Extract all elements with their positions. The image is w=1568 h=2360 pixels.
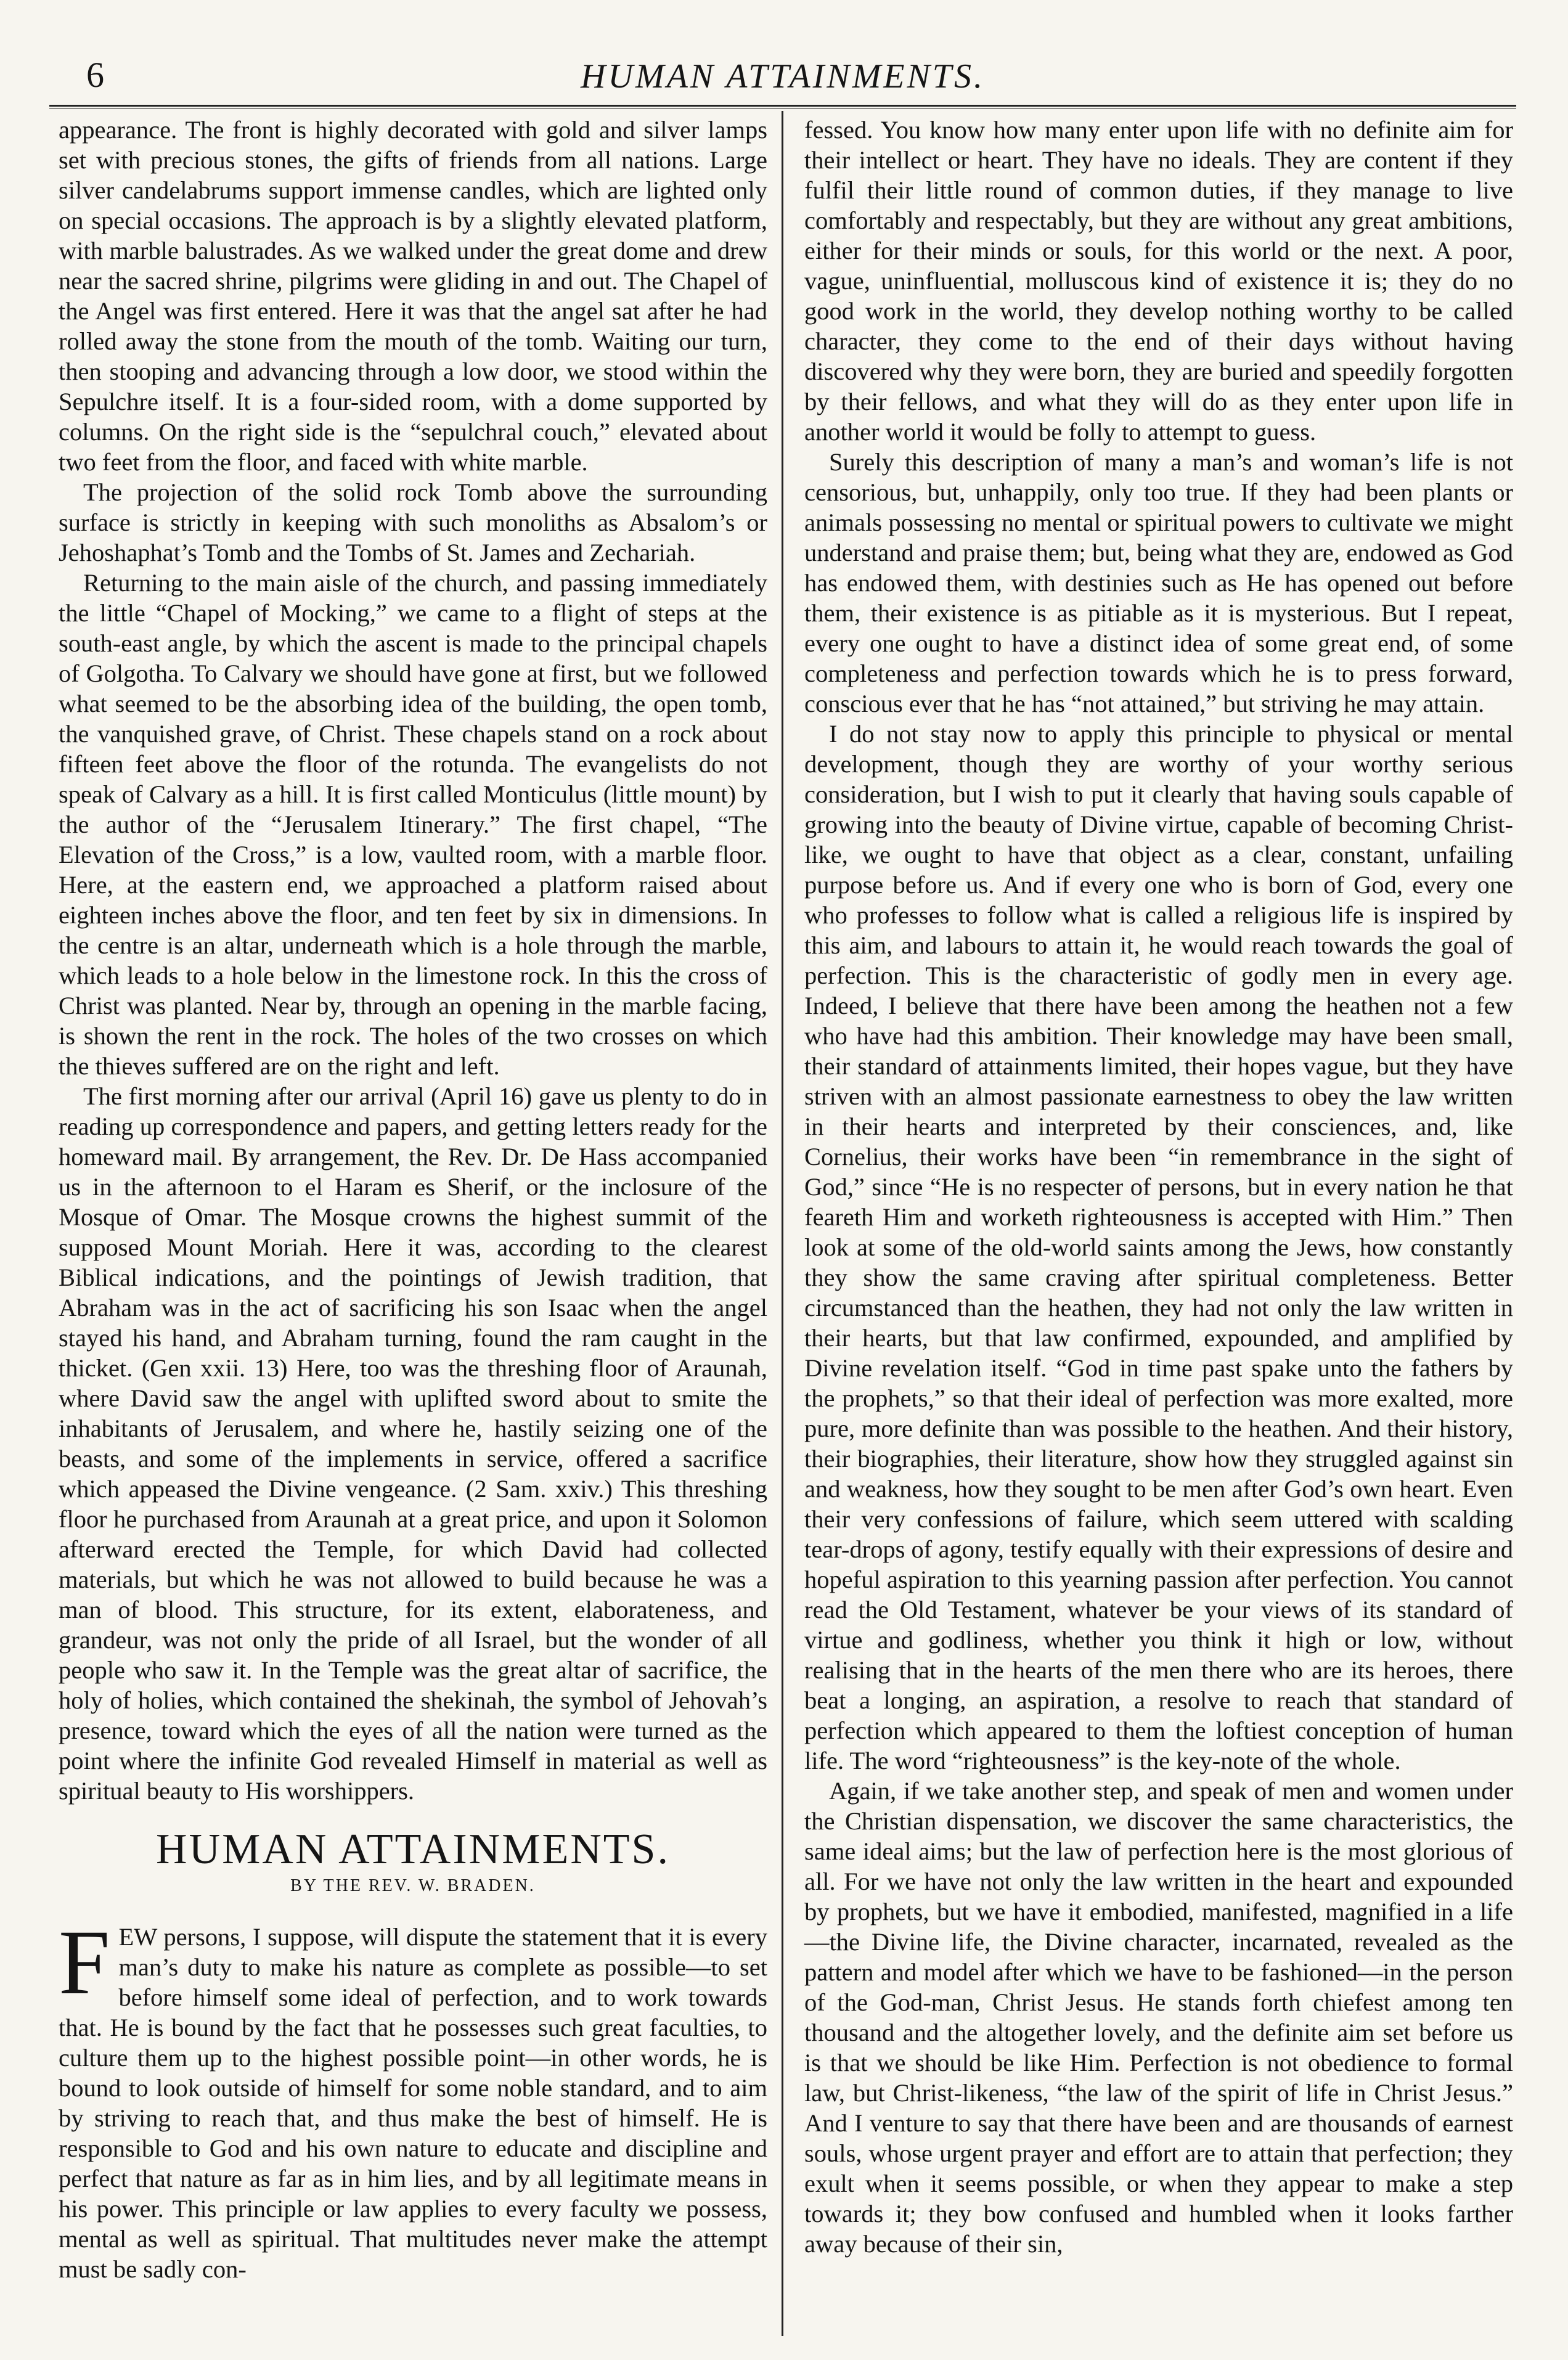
- left-paragraph: Returning to the main aisle of the church, and passing immediately the little “Chapel of Mocking,” we came to a flight of steps at the south-east angle, by which the ascent is made to the principal chapels of Golgotha. To Calvary we should have gone at first, but we followed what seemed to be the absorbing idea of the building, the open tomb, the vanquished grave, of Christ. These chapels stand on a rock about fifteen feet above the floor of the rotunda. The evangelists do not speak of Calvary as a hill. It is first called Monticulus (little mount) by the author of the “Jerusalem Itinerary.” The first chapel, “The Elevation of the Cross,” is a low, vaulted room, with a marble floor. Here, at the eastern end, we approached a platform raised about eighteen inches above the floor, and ten feet by six in dimensions. In the centre is an altar, underneath which is a hole through the marble, which leads to a hole below in the limestone rock. In this the cross of Christ was planted. Near by, through an opening in the marble facing, is shown the rent in the rock. The holes of the two crosses on which the thieves suffered are on the right and left.: [59, 569, 767, 1080]
- column-divider: [782, 111, 783, 2336]
- right-paragraph: Again, if we take another step, and speak of men and women under the Christian dispensation, we discover the same characteristics, the same ideal aims; but the law of perfection here is the most glorious of all. For we have not only the law written in the heart and expounded by prophets, but we have it embodied, manifested, magnified in a life—the Divine life, the Divine character, incarnated, revealed as the pattern and model after which we have to be fashioned—in the person of the God-man, Christ Jesus. He stands forth chiefest among ten thousand and the altogether lovely, and the definite aim set before us is that we should be like Him. Perfection is not obedience to formal law, but Christ-likeness, “the law of the spirit of life in Christ Jesus.” And I venture to say that there have been and are thousands of earnest souls, whose urgent prayer and effort are to attain that perfection; they exult when it seems possible, or when they appear to make a step towards it; they bow confused and humbled when it looks farther away because of their sin,: [804, 1777, 1513, 2258]
- left-paragraph: appearance. The front is highly decorated with gold and silver lamps set with precious stones, the gifts of friends from all nations. Large silver candelabrums support immense candles, which are lighted only on special occasions. The approach is by a slightly elevated platform, with marble balustrades. As we walked under the great dome and drew near the sacred shrine, pilgrims were gliding in and out. The Chapel of the Angel was first entered. Here it was that the angel sat after he had rolled away the stone from the mouth of the tomb. Waiting our turn, then stooping and advancing through a low door, we stood within the Sepulchre itself. It is a four-sided room, with a dome supported by columns. On the right side is the “sepulchral couch,” elevated about two feet from the floor, and faced with white marble.: [59, 116, 767, 476]
- article-byline: BY THE REV. W. BRADEN.: [290, 1876, 536, 1895]
- left-paragraph: The projection of the solid rock Tomb above the surrounding surface is strictly in keeping with such monoliths as Absalom’s or Jehoshaphat’s Tomb and the Tombs of St. James and Zechariah.: [59, 478, 767, 566]
- article-first-paragraph: [59, 1911, 767, 2284]
- drop-cap: F: [59, 1911, 110, 2014]
- left-paragraph: The first morning after our arrival (April 16) gave us plenty to do in reading up correspondence and papers, and getting letters ready for the homeward mail. By arrangement, the Rev. Dr. De Hass accompanied us in the afternoon to el Haram es Sherif, or the inclosure of the Mosque of Omar. The Mosque crowns the highest summit of the supposed Mount Moriah. Here it was, according to the clearest Biblical indications, and the pointings of Jewish tradition, that Abraham was in the act of sacrificing his son Isaac when the angel stayed his hand, and Abraham turning, found the ram caught in the thicket. (Gen xxii. 13) Here, too was the threshing floor of Araunah, where David saw the angel with uplifted sword about to smite the inhabitants of Jerusalem, and where he, hastily seizing one of the beasts, and some of the implements in service, offered a sacrifice which appeased the Divine vengeance. (2 Sam. xxiv.) This threshing floor he purchased from Araunah at a great price, and upon it Solomon afterward erected the Temple, for which David had collected materials, but which he was not allowed to build because he was a man of blood. This structure, for its extent, elaborateness, and grandeur, was not only the pride of all Israel, but the wonder of all people who saw it. In the Temple was the great altar of sacrifice, the holy of holies, which contained the shekinah, the symbol of Jehovah’s presence, toward which the eyes of all the nation were turned as the point where the infinite God revealed Himself in material as well as spiritual beauty to His worshippers.: [59, 1082, 767, 1805]
- right-paragraph: I do not stay now to apply this principle to physical or mental development, though they are worthy of your worthy serious consideration, but I wish to put it clearly that having souls capable of growing into the beauty of Divine virtue, capable of becoming Christ-like, we ought to have that object as a clear, constant, unfailing purpose before us. And if every one who is born of God, every one who professes to follow what is called a religious life is inspired by this aim, and labours to attain it, he would reach towards the goal of perfection. This is the characteristic of godly men in every age. Indeed, I believe that there have been among the heathen not a few who have had this ambition. Their knowledge may have been small, their standard of attainments limited, their hopes vague, but they have striven with an almost passionate earnestness to obey the law written in their hearts and interpreted by their consciences, and, like Cornelius, their works have been “in remembrance in the sight of God,” since “He is no respecter of persons, but in every nation he that feareth Him and worketh righteousness is accepted with Him.” Then look at some of the old-world saints among the Jews, how constantly they show the same craving after spiritual completeness. Better circumstanced than the heathen, they had not only the law written in their hearts, but that law confirmed, expounded, and amplified by Divine revelation itself. “God in time past spake unto the fathers by the prophets,” so that their ideal of perfection was more exalted, more pure, more definite than was possible to the heathen. And their history, their biographies, their literature, show how they struggled against sin and weakness, how they sought to be men after God’s own heart. Even their very confessions of failure, which seem uttered with scalding tear-drops of agony, testify equally with their expressions of desire and hopeful aspiration to this yearning passion after perfection. You cannot read the Old Testament, whatever be your views of its standard of virtue and godliness, whether you think it high or low, without realising that in the hearts of the men there who are its heroes, there beat a longing, an aspiration, a resolve to reach that standard of perfection which appeared to them the loftiest conception of human life. The word “righteousness” is the key-note of the whole.: [804, 720, 1513, 1774]
- header-rule-thin: [49, 108, 1516, 109]
- article-first-paragraph-text: EW persons, I suppose, will dispute the statement that it is every man’s duty to make his nature as complete as possible—to set before himself some ideal of perfection, and to work towards that. He is bound by the fact that he possesses such great faculties, to culture them up to the highest possible point—in other words, he is bound to look outside of himself for some noble standard, and to aim by striving to reach that, and thus make the best of himself. He is responsible to God and his own nature to educate and discipline and perfect that nature as far as in him lies, and by all legitimate means in his power. This principle or law applies to every faculty we possess, mental as well as spiritual. That multitudes never make the attempt must be sadly con-: [59, 1923, 767, 2283]
- right-column: [804, 115, 1513, 2259]
- right-paragraph: Surely this description of many a man’s and woman’s life is not censorious, but, unhappily, only too true. If they had been plants or animals possessing no mental or spiritual powers to cultivate we might understand and praise them; but, being what they are, endowed as God has endowed them, with destinies such as He has opened out before them, their existence is as pitiable as it is mysterious. But I repeat, every one ought to have a distinct idea of some great end, of some completeness and perfection towards which he is to press forward, conscious ever that he has “not attained,” but striving he may attain.: [804, 448, 1513, 717]
- page-header: [49, 54, 1516, 104]
- running-head: HUMAN ATTAINMENTS.: [581, 57, 985, 96]
- right-paragraph: fessed. You know how many enter upon life with no definite aim for their intellect or heart. They have no ideals. They are content if they fulfil their little round of common duties, if they manage to live comfortably and respectably, but they are without any great ambitions, either for their minds or souls, for this world or the next. A poor, vague, uninfluential, molluscous kind of existence it is; they do no good work in the world, they develop nothing worthy to be called character, they come to the end of their days without having discovered why they were born, they are buried and speedily forgotten by their fellows, and what they will do as they enter upon life in another world it would be folly to attempt to guess.: [804, 116, 1513, 446]
- header-rule: [49, 105, 1516, 107]
- article-title: HUMAN ATTAINMENTS.: [156, 1826, 670, 1873]
- page-number: 6: [86, 55, 104, 95]
- left-column: [59, 115, 767, 2284]
